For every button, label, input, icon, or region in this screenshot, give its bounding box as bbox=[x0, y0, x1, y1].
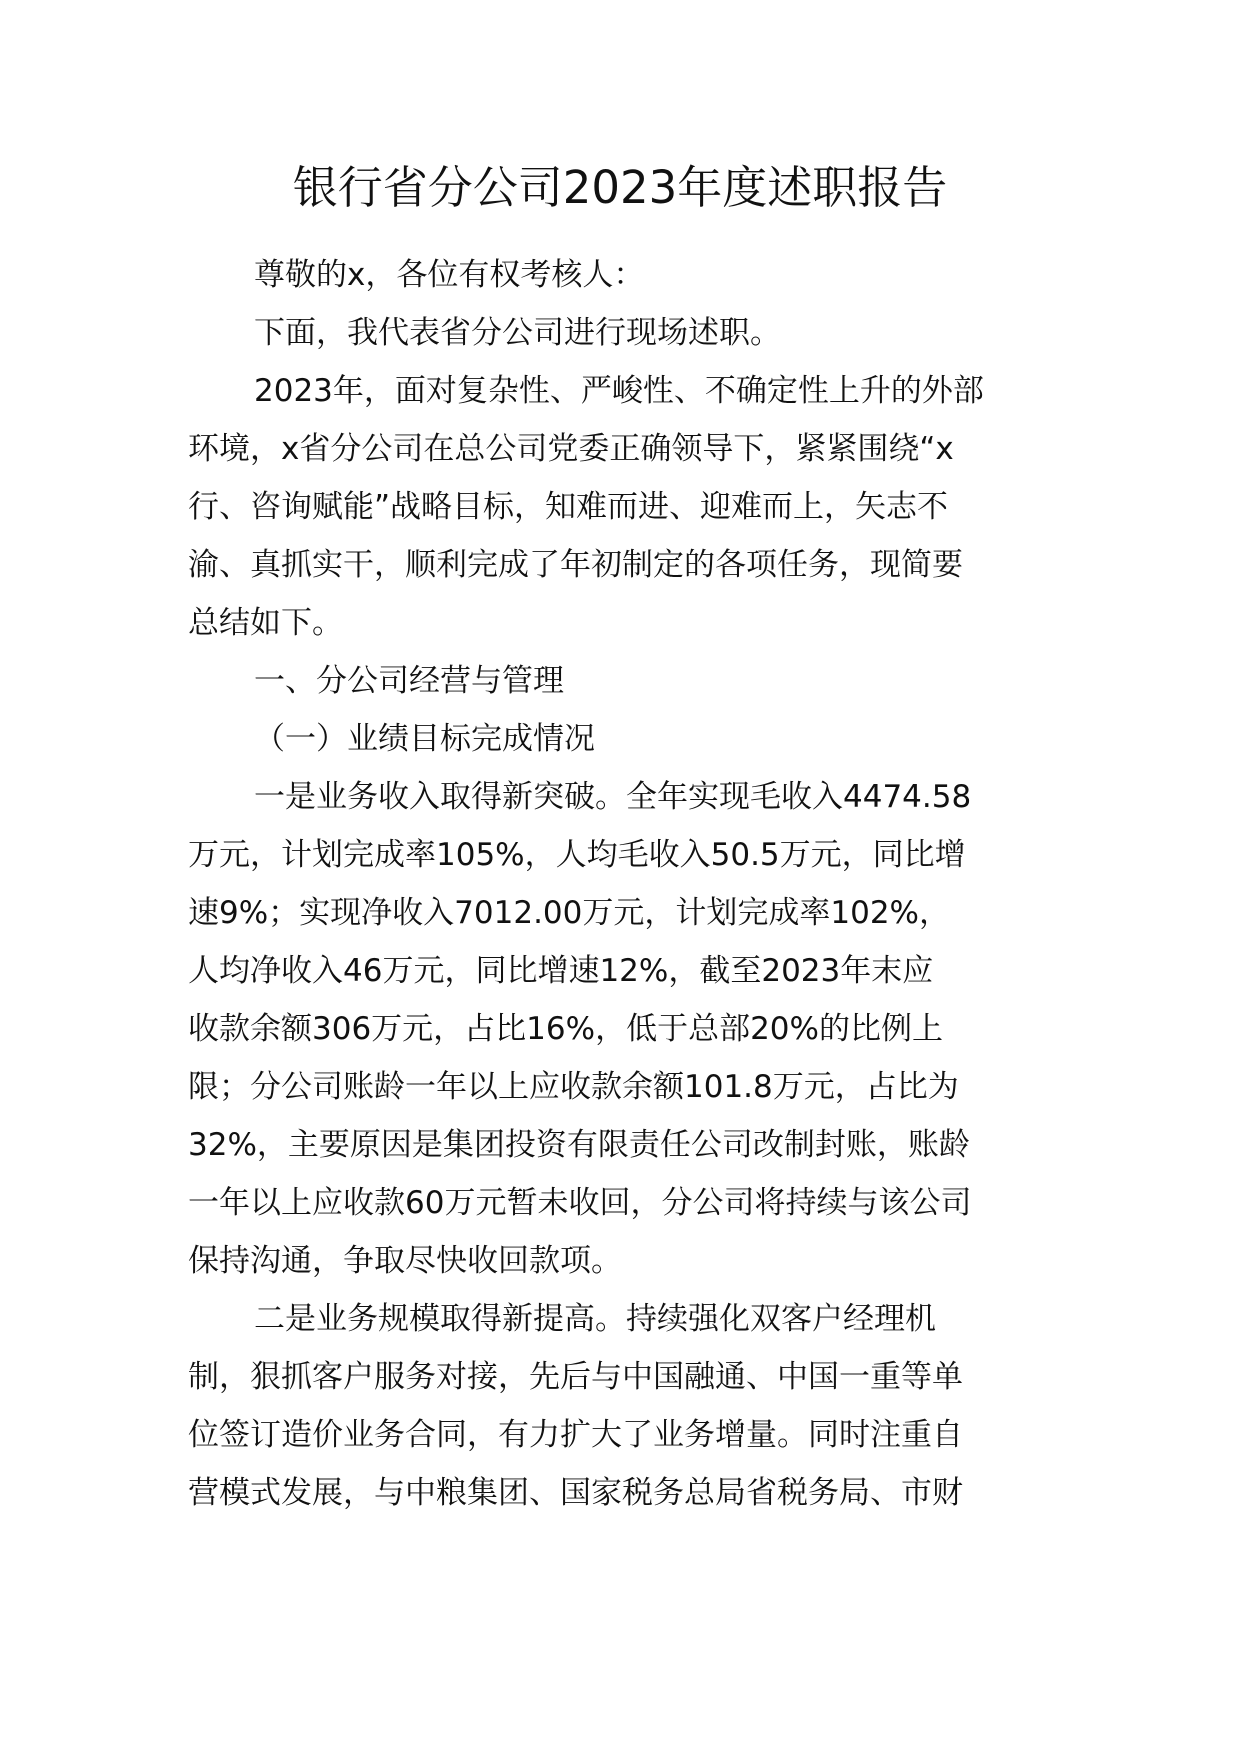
document-body bbox=[188, 246, 1068, 1522]
body-line: 保持沟通，争取尽快收回款项。 bbox=[188, 1243, 622, 1279]
body-line: 二是业务规模取得新提高。持续强化双客户经理机 bbox=[254, 1301, 936, 1337]
body-line: 收款余额306万元，占比16%，低于总部20%的比例上 bbox=[188, 1011, 943, 1047]
body-line: 制，狠抓客户服务对接，先后与中国融通、中国一重等单 bbox=[188, 1359, 963, 1395]
subsection-heading: （一）业绩目标完成情况 bbox=[254, 721, 595, 757]
body-line: 2023年，面对复杂性、严峻性、不确定性上升的外部 bbox=[254, 373, 984, 409]
body-line: 人均净收入46万元，同比增速12%，截至2023年末应 bbox=[188, 953, 934, 989]
body-line: 位签订造价业务合同，有力扩大了业务增量。同时注重自 bbox=[188, 1417, 963, 1453]
document-title: 银行省分公司2023年度述职报告 bbox=[292, 161, 948, 214]
body-line: 速9%；实现净收入7012.00万元，计划完成率102%， bbox=[188, 895, 950, 931]
body-line: 限；分公司账龄一年以上应收款余额101.8万元，占比为 bbox=[188, 1069, 959, 1105]
body-line: 渝、真抓实干，顺利完成了年初制定的各项任务，现简要 bbox=[188, 547, 963, 583]
body-line: 一年以上应收款60万元暂未收回，分公司将持续与该公司 bbox=[188, 1185, 972, 1221]
body-line: 营模式发展，与中粮集团、国家税务总局省税务局、市财 bbox=[188, 1475, 963, 1511]
body-line: 行、咨询赋能”战略目标，知难而进、迎难而上，矢志不 bbox=[188, 489, 949, 525]
section-heading: 一、分公司经营与管理 bbox=[254, 663, 564, 699]
body-line: 下面，我代表省分公司进行现场述职。 bbox=[254, 315, 781, 351]
body-line: 一是业务收入取得新突破。全年实现毛收入4474.58 bbox=[254, 779, 972, 815]
body-line: 万元，计划完成率105%，人均毛收入50.5万元，同比增 bbox=[188, 837, 966, 873]
body-line: 环境，x省分公司在总公司党委正确领导下，紧紧围绕“x bbox=[188, 431, 954, 467]
body-line: 尊敬的x，各位有权考核人： bbox=[254, 257, 645, 293]
body-line: 总结如下。 bbox=[188, 605, 343, 641]
body-line: 32%，主要原因是集团投资有限责任公司改制封账，账龄 bbox=[188, 1127, 970, 1163]
